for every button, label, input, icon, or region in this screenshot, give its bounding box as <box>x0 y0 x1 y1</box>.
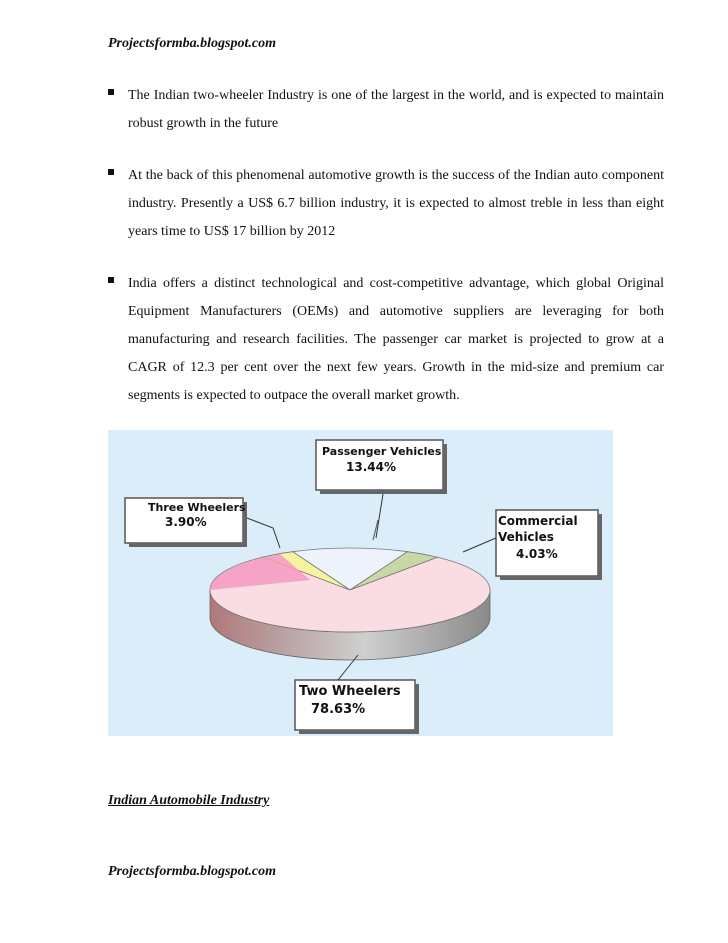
page-footer: Projectsformba.blogspot.com <box>108 864 276 879</box>
callout-two-title: Two Wheelers <box>299 684 401 699</box>
bullet-item <box>108 270 664 410</box>
square-bullet-icon <box>108 89 114 95</box>
bullet-list <box>108 82 664 434</box>
callout-shadow <box>320 490 447 494</box>
square-bullet-icon <box>108 169 114 175</box>
pie-chart-svg <box>108 430 613 736</box>
callout-commercial-value: 4.03% <box>516 547 558 561</box>
bullet-text: India offers a distinct technological and cost-competitive advantage, which global Original Equipment Manufacturers (OEMs) and automotive suppliers are leveraging for both manufacturing and research facilities. The passenger car market is projected to grow at a CAGR of 12.3 per cent over the next few years. Growth in the mid-size and premium car segments is expected to outpace the overall market growth. <box>128 276 664 403</box>
callout-passenger-title: Passenger Vehicles <box>322 445 442 458</box>
bullet-item <box>108 162 664 246</box>
pie-chart <box>108 430 613 736</box>
callout-three-value: 3.90% <box>165 515 207 529</box>
bullet-item <box>108 82 664 138</box>
pie-slices <box>210 548 490 632</box>
bullet-text: At the back of this phenomenal automotive growth is the success of the Indian auto component industry. Presently a US$ 6.7 billion industry, it is expected to almost treble in less than eight years time to US$ 17 billion by 2012 <box>128 168 664 239</box>
bullet-text: The Indian two-wheeler Industry is one of the largest in the world, and is expected to maintain robust growth in the future <box>128 88 664 131</box>
square-bullet-icon <box>108 277 114 283</box>
callout-three-title: Three Wheelers <box>148 501 246 514</box>
page-header: Projectsformba.blogspot.com <box>108 36 276 51</box>
section-title: Indian Automobile Industry <box>108 793 270 808</box>
callout-passenger-value: 13.44% <box>346 460 396 474</box>
callout-commercial-title: Commercial <box>498 514 578 528</box>
callout-two-value: 78.63% <box>311 702 366 717</box>
callout-commercial-title-2: Vehicles <box>498 530 554 544</box>
callout-shadow <box>443 444 447 494</box>
